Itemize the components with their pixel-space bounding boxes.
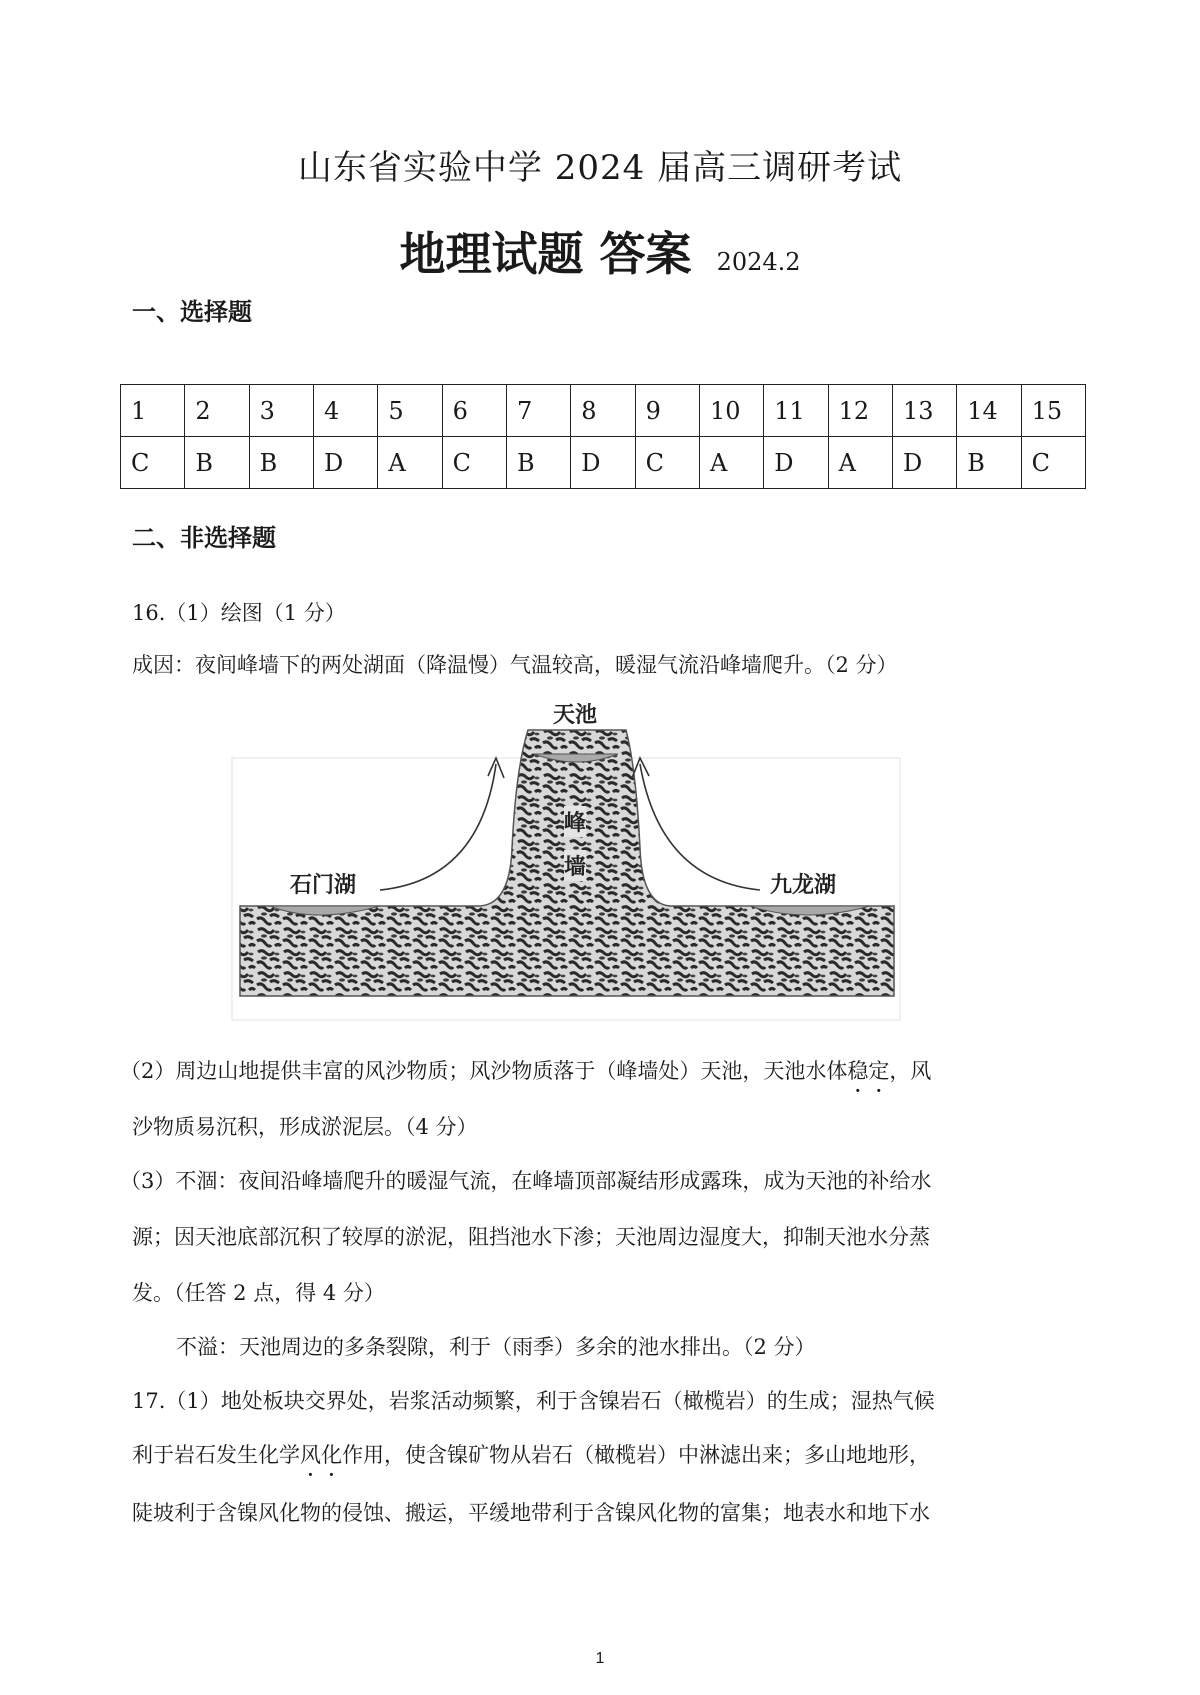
q16-part3-overflow: 不溢：天池周边的多条裂隙，利于（雨季）多余的池水排出。（2 分） bbox=[176, 1335, 816, 1359]
answer-letter-cell: A bbox=[699, 437, 763, 489]
answer-number-cell: 1 bbox=[121, 385, 185, 437]
answer-number-cell: 2 bbox=[185, 385, 249, 437]
emphasis-char: 稳 bbox=[847, 1059, 869, 1083]
emphasis-char: 化 bbox=[321, 1443, 342, 1467]
exam-title-main: 地理试题 答案 bbox=[399, 227, 692, 281]
answer-letter-cell: A bbox=[828, 437, 892, 489]
q16-part2-text-b: ，风 bbox=[889, 1059, 932, 1083]
answer-number-cell: 10 bbox=[699, 385, 763, 437]
answer-table-row-letters bbox=[121, 437, 1086, 489]
answer-letter-cell: C bbox=[1021, 437, 1085, 489]
answer-number-cell: 9 bbox=[635, 385, 699, 437]
answer-table bbox=[120, 384, 1086, 489]
right-airflow-arrow bbox=[640, 764, 760, 890]
q17-part1-line2 bbox=[132, 1440, 1072, 1470]
answer-letter-cell: B bbox=[249, 437, 313, 489]
page-number: 1 bbox=[595, 1650, 605, 1667]
label-wall-2: 墙 bbox=[564, 850, 586, 881]
answer-table-row-numbers bbox=[121, 385, 1086, 437]
answer-number-cell: 8 bbox=[571, 385, 635, 437]
exam-title bbox=[0, 218, 1200, 284]
exam-date: 2024.2 bbox=[716, 248, 801, 276]
q17-text-a: 利于岩石发生化学 bbox=[132, 1443, 300, 1467]
section-title-nonchoice: 二、非选择题 bbox=[132, 524, 276, 552]
q17-text-b: 作用，使含镍矿物从岩石（橄榄岩）中淋滤出来；多山地地形， bbox=[342, 1443, 930, 1467]
answer-letter-cell: A bbox=[378, 437, 442, 489]
label-tianchi: 天池 bbox=[553, 702, 598, 728]
answer-number-cell: 14 bbox=[957, 385, 1021, 437]
q16-cause: 成因：夜间峰墙下的两处湖面（降温慢）气温较高，暖湿气流沿峰墙爬升。（2 分） bbox=[132, 653, 898, 677]
section-title-choice: 一、选择题 bbox=[132, 298, 252, 326]
answer-letter-cell: B bbox=[957, 437, 1021, 489]
tianchi-diagram bbox=[230, 702, 970, 1028]
q16-part3-line2: 源；因天池底部沉积了较厚的淤泥，阻挡池水下渗；天池周边湿度大，抑制天池水分蒸 bbox=[132, 1225, 930, 1249]
answer-letter-cell: B bbox=[506, 437, 570, 489]
q17-part1-line3: 陡坡利于含镍风化物的侵蚀、搬运，平缓地带利于含镍风化物的富集；地表水和地下水 bbox=[132, 1501, 930, 1525]
answer-number-cell: 3 bbox=[249, 385, 313, 437]
answer-number-cell: 7 bbox=[506, 385, 570, 437]
emphasis-char: 定 bbox=[868, 1059, 890, 1083]
q16-part2-line2: 沙物质易沉积，形成淤泥层。（4 分） bbox=[132, 1115, 478, 1139]
label-jiulong-lake: 九龙湖 bbox=[770, 872, 837, 898]
answer-letter-cell: C bbox=[442, 437, 506, 489]
label-shimen-lake: 石门湖 bbox=[290, 872, 357, 898]
label-wall-1: 峰 bbox=[564, 806, 586, 837]
answer-number-cell: 5 bbox=[378, 385, 442, 437]
left-airflow-arrow bbox=[380, 764, 496, 890]
answer-number-cell: 6 bbox=[442, 385, 506, 437]
answer-number-cell: 4 bbox=[313, 385, 377, 437]
answer-letter-cell: C bbox=[635, 437, 699, 489]
q17-part1-line1: 17.（1）地处板块交界处，岩浆活动频繁，利于含镍岩石（橄榄岩）的生成；湿热气候 bbox=[132, 1389, 935, 1413]
q16-part2-text-a: （2）周边山地提供丰富的风沙物质；风沙物质落于（峰墙处）天池，天池水体 bbox=[120, 1059, 848, 1083]
answer-number-cell: 13 bbox=[892, 385, 956, 437]
answer-letter-cell: D bbox=[892, 437, 956, 489]
q16-part2-line1 bbox=[120, 1056, 1060, 1086]
emphasis-char: 风 bbox=[300, 1443, 321, 1467]
q16-part1: 16.（1）绘图（1 分） bbox=[132, 601, 346, 625]
answer-letter-cell: D bbox=[571, 437, 635, 489]
q16-part3-line3: 发。（任答 2 点，得 4 分） bbox=[132, 1281, 385, 1305]
answer-number-cell: 15 bbox=[1021, 385, 1085, 437]
q16-part3-line1: （3）不涸：夜间沿峰墙爬升的暖湿气流，在峰墙顶部凝结形成露珠，成为天池的补给水 bbox=[120, 1169, 932, 1193]
answer-number-cell: 12 bbox=[828, 385, 892, 437]
exam-subtitle: 山东省实验中学 2024 届高三调研考试 bbox=[297, 148, 903, 188]
answer-letter-cell: D bbox=[764, 437, 828, 489]
answer-letter-cell: B bbox=[185, 437, 249, 489]
answer-letter-cell: C bbox=[121, 437, 185, 489]
answer-letter-cell: D bbox=[313, 437, 377, 489]
answer-number-cell: 11 bbox=[764, 385, 828, 437]
